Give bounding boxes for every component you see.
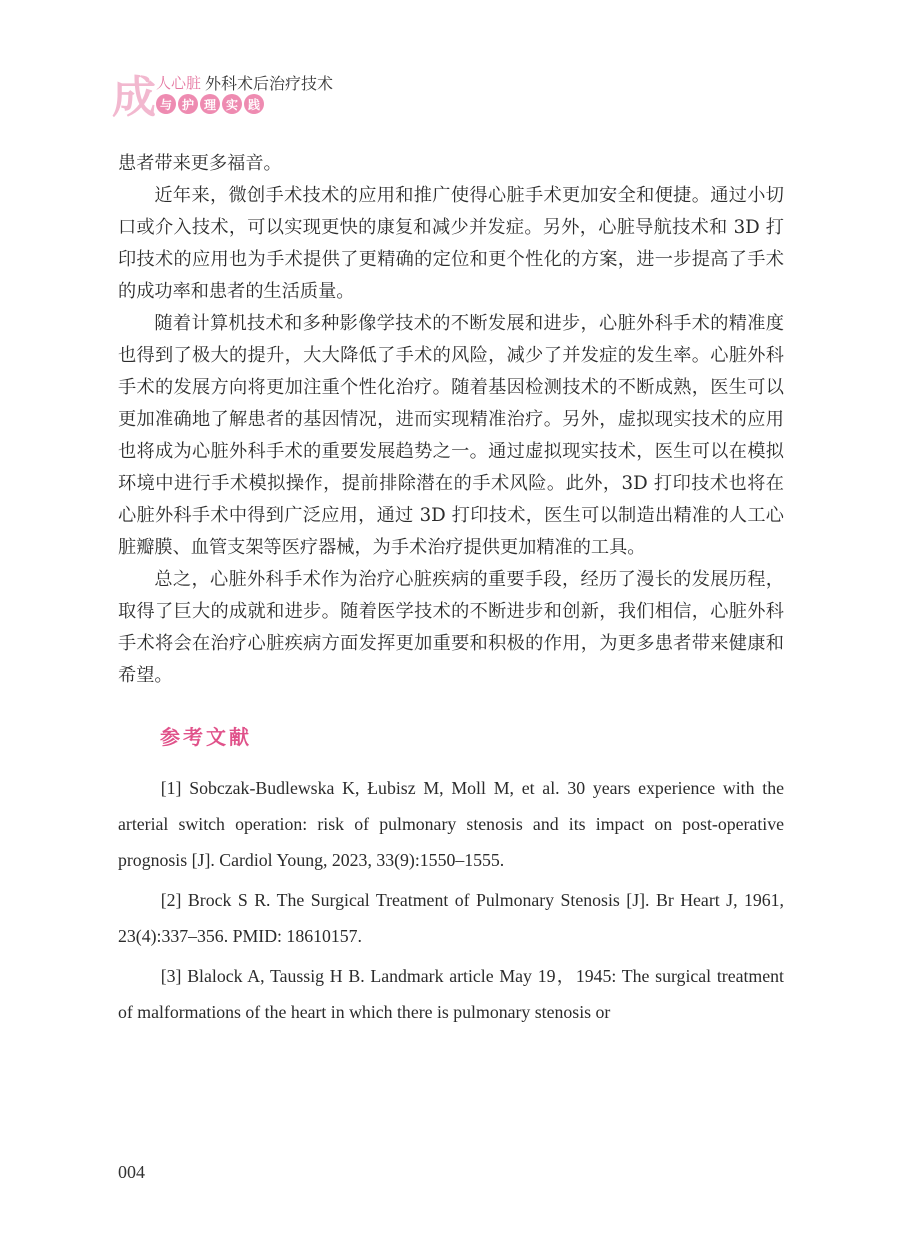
references-heading: 参考文献 [160, 725, 252, 749]
reference-item: [3] Blalock A, Taussig H B. Landmark article May 19，1945: The surgical treatment of malformations of the heart in which there is pulmonary stenosis or [118, 966, 784, 1022]
header-title-highlight: 人心脏 [156, 74, 202, 92]
paragraph: 患者带来更多福音。 [118, 153, 282, 174]
subtitle-char: 践 [244, 94, 264, 114]
subtitle-char: 护 [178, 94, 198, 114]
paragraph: 近年来，微创手术技术的应用和推广使得心脏手术更加安全和便捷。通过小切口或介入技术，可以实现更快的康复和减少并发症。另外，心脏导航技术和 3D 打印技术的应用也为手术提供了更精确的定位和更个性化的方案，进一步提高了手术的成功率和患者的生活质量。 [118, 185, 784, 302]
reference-item: [1] Sobczak-Budlewska K, Łubisz M, Moll M, et al. 30 years experience with the arterial switch operation: risk of pulmonary stenosis and its impact on post-operative prognosis [J]. Cardiol Young, 2023, 33(9):1550–1555. [118, 778, 784, 870]
subtitle-char: 理 [200, 94, 220, 114]
subtitle-char: 与 [156, 94, 176, 114]
page-body [118, 148, 784, 1034]
running-header [112, 64, 442, 124]
page-number: 004 [118, 1162, 145, 1182]
header-subtitle [156, 94, 264, 114]
subtitle-char: 实 [222, 94, 242, 114]
paragraph: 总之，心脏外科手术作为治疗心脏疾病的重要手段，经历了漫长的发展历程，取得了巨大的成就和进步。随着医学技术的不断进步和创新，我们相信，心脏外科手术将会在治疗心脏疾病方面发挥更加重要和积极的作用，为更多患者带来健康和希望。 [118, 569, 784, 686]
book-logo: 成 [112, 72, 156, 123]
paragraph: 随着计算机技术和多种影像学技术的不断发展和进步，心脏外科手术的精准度也得到了极大的提升，大大降低了手术的风险，减少了并发症的发生率。心脏外科手术的发展方向将更加注重个性化治疗。随着基因检测技术的不断成熟，医生可以更加准确地了解患者的基因情况，进而实现精准治疗。另外，虚拟现实技术的应用也将成为心脏外科手术的重要发展趋势之一。通过虚拟现实技术，医生可以在模拟环境中进行手术模拟操作，提前排除潜在的手术风险。此外，3D 打印技术也将在心脏外科手术中得到广泛应用，通过 3D 打印技术，医生可以制造出精准的人工心脏瓣膜、血管支架等医疗器械，为手术治疗提供更加精准的工具。 [118, 313, 784, 558]
reference-item: [2] Brock S R. The Surgical Treatment of Pulmonary Stenosis [J]. Br Heart J, 1961, 23(4):337–356. PMID: 18610157. [118, 890, 784, 946]
header-title: 外科术后治疗技术 [205, 74, 334, 93]
